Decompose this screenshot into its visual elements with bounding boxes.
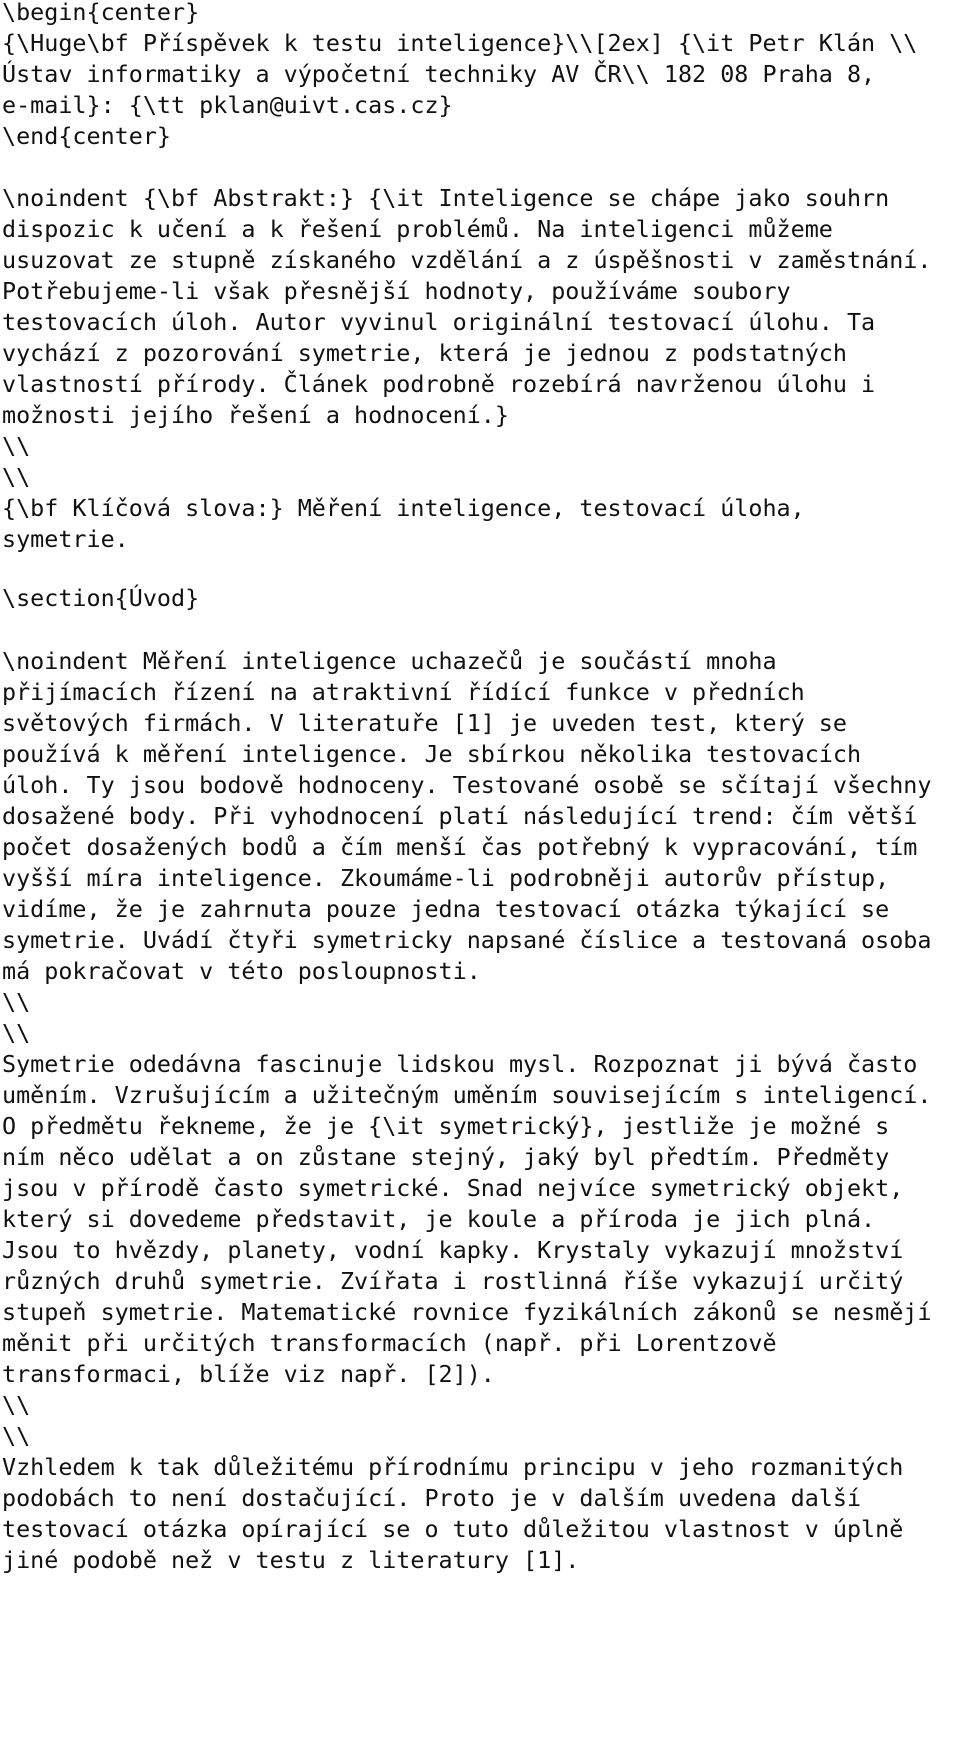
text-line: \begin{center}: [2, 0, 200, 26]
text-line: Symetrie odedávna fascinuje lidskou mysl. Rozpoznat ji bývá často: [2, 1050, 918, 1078]
text-line: možnosti jejího řešení a hodnocení.}: [2, 401, 509, 429]
text-line: e-mail}: {\tt pklan@uivt.cas.cz}: [2, 91, 453, 119]
text-line: který si dovedeme představit, je koule a příroda je jich plná.: [2, 1205, 876, 1233]
text-line: \\: [2, 1391, 31, 1419]
section-heading-line: \section{Úvod}: [2, 584, 200, 612]
text-line: světových firmách. V literatuře [1] je uveden test, který se: [2, 709, 847, 737]
text-line: \\: [2, 432, 31, 460]
text-line: {\bf Klíčová slova:} Měření inteligence, testovací úloha,: [2, 494, 805, 522]
text-line: uměním. Vzrušujícím a užitečným uměním souvisejícím s inteligencí.: [2, 1081, 932, 1109]
text-line: jsou v přírodě často symetrické. Snad nejvíce symetrický objekt,: [2, 1174, 904, 1202]
text-line: přijímacích řízení na atraktivní řídící funkce v předních: [2, 678, 805, 706]
text-line: dosažené body. Při vyhodnocení platí následující trend: čím větší: [2, 802, 918, 830]
text-line: Potřebujeme-li však přesnější hodnoty, používáme soubory: [2, 277, 791, 305]
text-line: transformaci, blíže viz např. [2]).: [2, 1360, 495, 1388]
text-line: usuzovat ze stupně získaného vzdělání a z úspěšnosti v zaměstnání.: [2, 246, 932, 274]
text-line: Jsou to hvězdy, planety, vodní kapky. Krystaly vykazují množství: [2, 1236, 904, 1264]
text-line: testovacích úloh. Autor vyvinul originální testovací úlohu. Ta: [2, 308, 876, 336]
text-line: O předmětu řekneme, že je {\it symetrický}, jestliže je možné s: [2, 1112, 890, 1140]
text-line: \\: [2, 988, 31, 1016]
text-line: symetrie. Uvádí čtyři symetricky napsané číslice a testovaná osoba: [2, 926, 932, 954]
text-line: testovací otázka opírající se o tuto důležitou vlastnost v úplně: [2, 1515, 904, 1543]
text-line: má pokračovat v této posloupnosti.: [2, 957, 481, 985]
text-line: dispozic k učení a k řešení problémů. Na inteligenci můžeme: [2, 215, 833, 243]
text-line: vlastností přírody. Článek podrobně rozebírá navrženou úlohu i: [2, 370, 876, 398]
text-line: vychází z pozorování symetrie, která je jednou z podstatných: [2, 339, 847, 367]
text-line: ním něco udělat a on zůstane stejný, jaký byl předtím. Předměty: [2, 1143, 890, 1171]
text-line: \noindent {\bf Abstrakt:} {\it Inteligence se chápe jako souhrn: [2, 184, 890, 212]
text-line: počet dosažených bodů a čím menší čas potřebný k vypracování, tím: [2, 833, 918, 861]
text-line: vyšší míra inteligence. Zkoumáme-li podrobněji autorův přístup,: [2, 864, 890, 892]
text-line: Ústav informatiky a výpočetní techniky AV ČR\\ 182 08 Praha 8,: [2, 60, 876, 88]
text-line: \\: [2, 463, 31, 491]
text-line: jiné podobě než v testu z literatury [1].: [2, 1546, 580, 1574]
text-line: podobách to není dostačující. Proto je v dalším uvedena další: [2, 1484, 862, 1512]
text-line: \\: [2, 1019, 31, 1047]
text-line: používá k měření inteligence. Je sbírkou několika testovacích: [2, 740, 862, 768]
text-line: úloh. Ty jsou bodově hodnoceny. Testované osobě se sčítají všechny: [2, 771, 932, 799]
text-line: vidíme, že je zahrnuta pouze jedna testovací otázka týkající se: [2, 895, 890, 923]
text-line: stupeň symetrie. Matematické rovnice fyzikálních zákonů se nesmějí: [2, 1298, 932, 1326]
text-line: {\Huge\bf Příspěvek k testu inteligence}\\[2ex] {\it Petr Klán \\: [2, 29, 918, 57]
text-line: různých druhů symetrie. Zvířata i rostlinná říše vykazují určitý: [2, 1267, 904, 1295]
text-line: \end{center}: [2, 122, 171, 150]
text-line: symetrie.: [2, 525, 129, 553]
text-line: měnit při určitých transformacích (např. při Lorentzově: [2, 1329, 777, 1357]
text-line: Vzhledem k tak důležitému přírodnímu principu v jeho rozmanitých: [2, 1453, 904, 1481]
text-line: \\: [2, 1422, 31, 1450]
text-line: \noindent Měření inteligence uchazečů je součástí mnoha: [2, 647, 777, 675]
